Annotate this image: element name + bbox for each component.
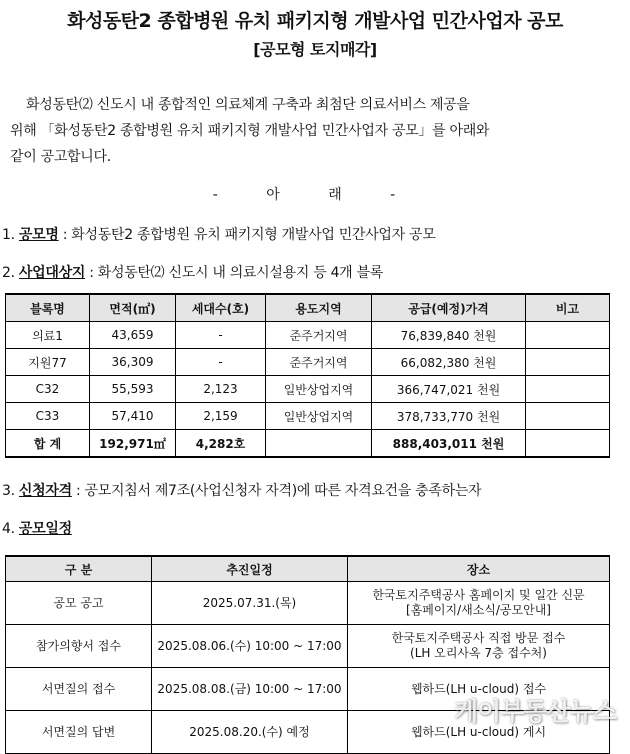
intro-line: 위해 「화성동탄2 종합병원 유치 패키지형 개발사업 민간사업자 공모」를 아래와 bbox=[10, 123, 490, 139]
table-cell-place bbox=[348, 582, 610, 625]
table-cell bbox=[526, 403, 610, 430]
table-cell: 지원77 bbox=[6, 349, 90, 376]
table-cell: 2025.07.31.(목) bbox=[152, 582, 348, 625]
table-cell: 일반상업지역 bbox=[266, 403, 372, 430]
intro-line: 같이 공고합니다. bbox=[10, 149, 111, 165]
table-cell bbox=[526, 430, 610, 458]
column-header: 공급(예정)가격 bbox=[372, 294, 526, 322]
table-cell: 192,971㎡ bbox=[90, 430, 176, 458]
document-subtitle: [공모형 토지매각] bbox=[253, 40, 377, 59]
section-label: 사업대상지 bbox=[18, 265, 86, 281]
table-cell: - bbox=[176, 322, 266, 349]
table-cell: 합 계 bbox=[6, 430, 90, 458]
table-cell: 2025.08.06.(수) 10:00 ~ 17:00 bbox=[152, 625, 348, 668]
table-row bbox=[6, 582, 610, 625]
table-row bbox=[6, 403, 610, 430]
section-text: : 화성동탄⑵ 신도시 내 의료시설용지 등 4개 블록 bbox=[85, 265, 384, 281]
table-row bbox=[6, 376, 610, 403]
table-cell: 57,410 bbox=[90, 403, 176, 430]
section-3 bbox=[2, 480, 481, 500]
table-cell: 66,082,380 천원 bbox=[372, 349, 526, 376]
place-line: 웹하드(LH u-cloud) 게시 bbox=[410, 724, 547, 739]
intro-paragraph bbox=[10, 92, 622, 170]
place-line: [홈페이지/새소식/공모안내] bbox=[406, 603, 551, 617]
section-number: 1. bbox=[2, 227, 15, 243]
section-2 bbox=[2, 262, 383, 282]
table-cell: 378,733,770 천원 bbox=[372, 403, 526, 430]
column-header: 면적(㎡) bbox=[90, 294, 176, 322]
section-number: 2. bbox=[2, 265, 15, 281]
section-number: 3. bbox=[2, 483, 15, 499]
table-cell: 준주거지역 bbox=[266, 349, 372, 376]
table-cell: 의료1 bbox=[6, 322, 90, 349]
table-cell: 일반상업지역 bbox=[266, 376, 372, 403]
section-label: 공모일정 bbox=[18, 521, 72, 537]
section-divider-label: - 아 래 - bbox=[212, 187, 418, 203]
column-header: 추진일정 bbox=[152, 556, 348, 582]
table-row bbox=[6, 349, 610, 376]
table-cell bbox=[526, 349, 610, 376]
table-header-row bbox=[6, 294, 610, 322]
section-text: : 공모지침서 제7조(사업신청자 자격)에 따른 자격요건을 충족하는자 bbox=[71, 483, 482, 499]
section-label: 공모명 bbox=[18, 227, 59, 243]
table-header-row bbox=[6, 556, 610, 582]
table-cell bbox=[266, 430, 372, 458]
column-header: 세대수(호) bbox=[176, 294, 266, 322]
column-header: 용도지역 bbox=[266, 294, 372, 322]
watermark-logo: 케이부동산뉴스 bbox=[453, 697, 616, 726]
table-cell: 76,839,840 천원 bbox=[372, 322, 526, 349]
table-row bbox=[6, 625, 610, 668]
table-cell: 서면질의 접수 bbox=[6, 668, 152, 711]
table-cell-place bbox=[348, 625, 610, 668]
blocks-table bbox=[5, 293, 610, 458]
table-cell: 4,282호 bbox=[176, 430, 266, 458]
table-cell: - bbox=[176, 349, 266, 376]
table-cell: 참가의향서 접수 bbox=[6, 625, 152, 668]
table-cell: 2,123 bbox=[176, 376, 266, 403]
table-cell bbox=[526, 322, 610, 349]
place-line: 웹하드(LH u-cloud) 접수 bbox=[410, 681, 547, 696]
table-cell: 2,159 bbox=[176, 403, 266, 430]
table-cell: 36,309 bbox=[90, 349, 176, 376]
section-4 bbox=[2, 518, 72, 538]
table-cell: C33 bbox=[6, 403, 90, 430]
table-cell: 서면질의 답변 bbox=[6, 711, 152, 754]
table-row bbox=[6, 322, 610, 349]
table-cell: 43,659 bbox=[90, 322, 176, 349]
section-1 bbox=[2, 224, 435, 244]
section-number: 4. bbox=[2, 521, 15, 537]
section-label: 신청자격 bbox=[18, 483, 72, 499]
table-cell: 55,593 bbox=[90, 376, 176, 403]
table-cell bbox=[526, 376, 610, 403]
table-total-row bbox=[6, 430, 610, 458]
table-cell: 2025.08.20.(수) 예정 bbox=[152, 711, 348, 754]
table-cell: 2025.08.08.(금) 10:00 ~ 17:00 bbox=[152, 668, 348, 711]
column-header: 비고 bbox=[526, 294, 610, 322]
column-header: 장소 bbox=[348, 556, 610, 582]
place-line: 한국토지주택공사 홈페이지 및 일간 신문 bbox=[372, 588, 585, 602]
section-text: : 화성동탄2 종합병원 유치 패키지형 개발사업 민간사업자 공모 bbox=[58, 227, 436, 243]
place-line: (LH 오리사옥 7층 접수처) bbox=[410, 646, 547, 660]
document-title: 화성동탄2 종합병원 유치 패키지형 개발사업 민간사업자 공모 bbox=[67, 10, 563, 32]
table-cell: 366,747,021 천원 bbox=[372, 376, 526, 403]
column-header: 블록명 bbox=[6, 294, 90, 322]
table-cell: 공모 공고 bbox=[6, 582, 152, 625]
table-cell: C32 bbox=[6, 376, 90, 403]
column-header: 구 분 bbox=[6, 556, 152, 582]
place-line: 한국토지주택공사 직접 방문 접수 bbox=[391, 631, 566, 645]
table-cell: 888,403,011 천원 bbox=[372, 430, 526, 458]
table-cell: 준주거지역 bbox=[266, 322, 372, 349]
intro-line: 화성동탄⑵ 신도시 내 종합적인 의료체계 구축과 최첨단 의료서비스 제공을 bbox=[26, 97, 470, 113]
